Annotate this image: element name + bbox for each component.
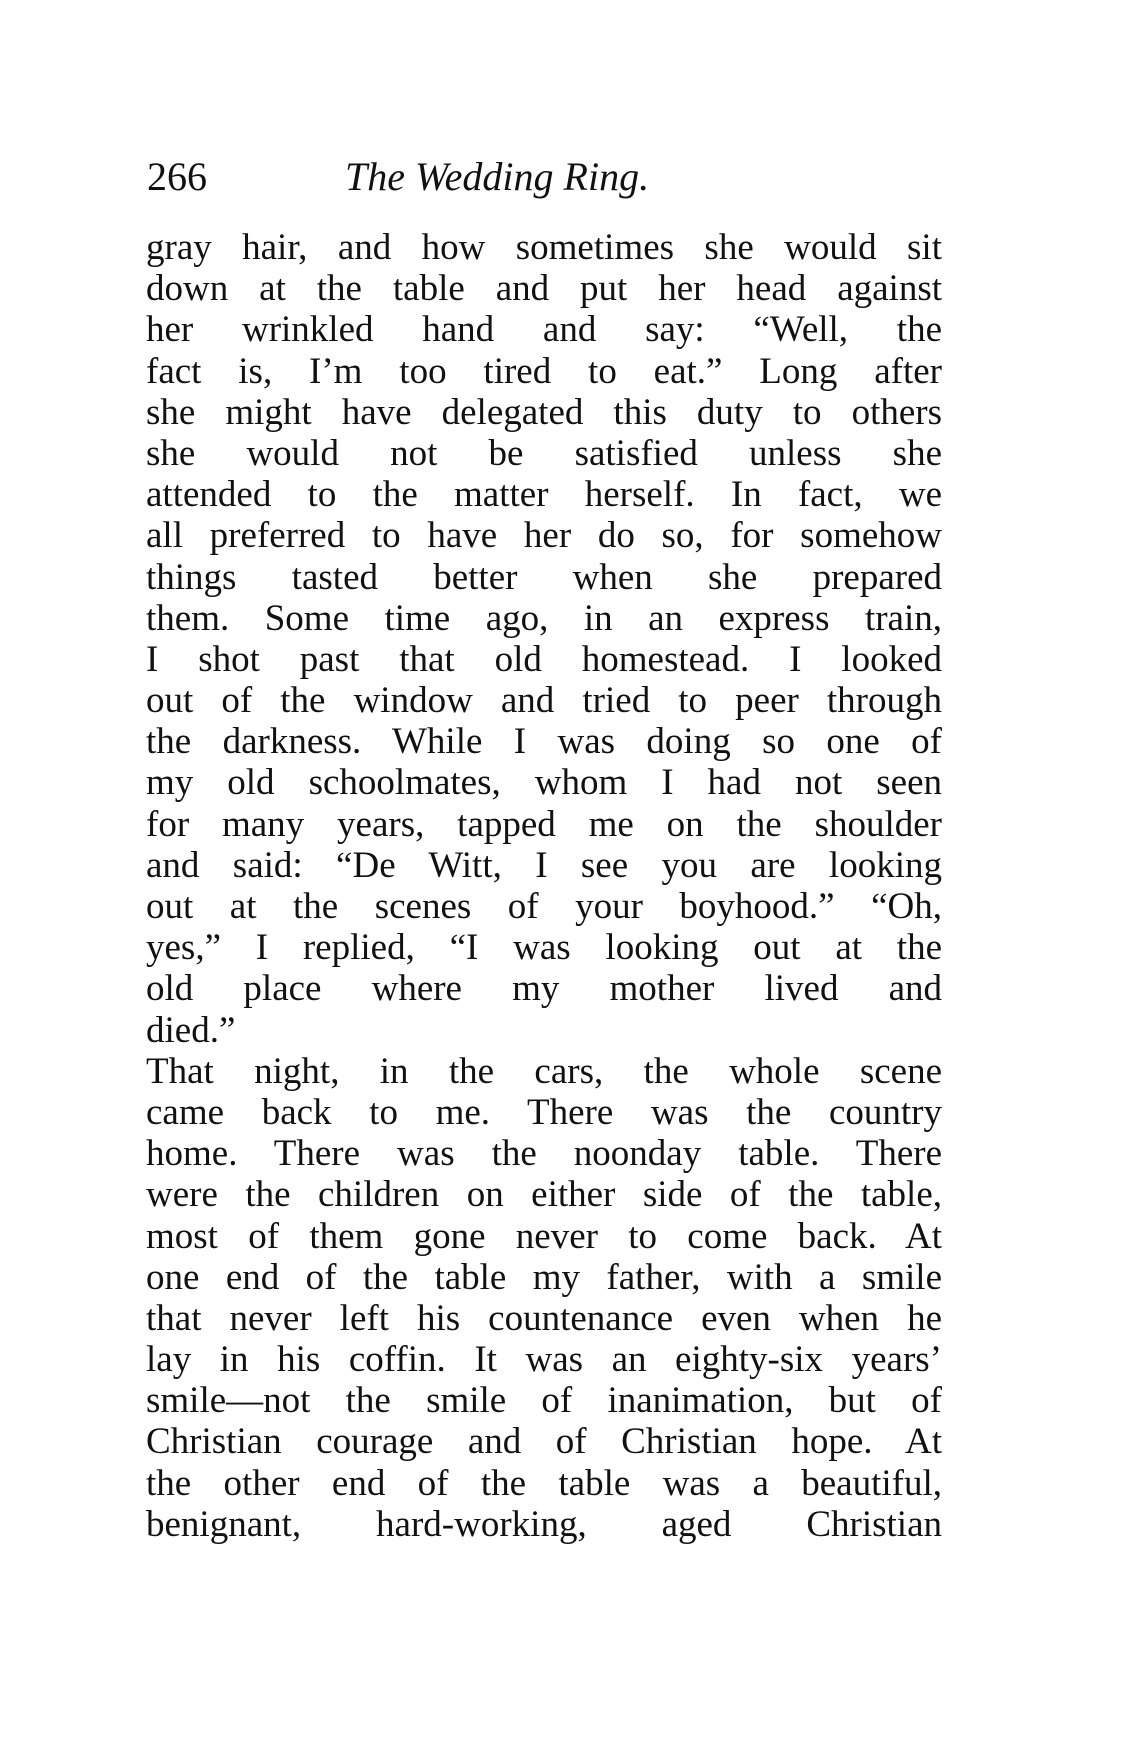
text-line: all preferred to have her do so, for somehow xyxy=(146,515,942,557)
text-line: out of the window and tried to peer through xyxy=(146,680,942,722)
text-line: her wrinkled hand and say: “Well, the xyxy=(146,309,942,351)
text-line: Christian courage and of Christian hope. At xyxy=(146,1421,942,1463)
text-line: them. Some time ago, in an express train, xyxy=(146,597,942,639)
text-line: That night, in the cars, the whole scene xyxy=(146,1050,942,1092)
body-text xyxy=(146,227,942,1545)
text-line: home. There was the noonday table. There xyxy=(146,1133,942,1175)
text-line: fact is, I’m too tired to eat.” Long after xyxy=(146,350,942,392)
text-line: out at the scenes of your boyhood.” “Oh, xyxy=(146,886,942,927)
text-line: I shot past that old homestead. I looked xyxy=(146,638,942,680)
text-line: that never left his countenance even when he xyxy=(146,1297,942,1339)
text-line: for many years, tapped me on the shoulder xyxy=(146,803,942,845)
running-title: The Wedding Ring. xyxy=(345,154,650,199)
text-line: died.” xyxy=(146,1009,236,1051)
page-number: 266 xyxy=(147,154,207,199)
text-line: smile—not the smile of inanimation, but of xyxy=(146,1380,942,1422)
text-line: gray hair, and how sometimes she would sit xyxy=(146,227,942,268)
text-line: my old schoolmates, whom I had not seen xyxy=(146,762,942,804)
text-line: one end of the table my father, with a smile xyxy=(146,1256,942,1298)
paragraph xyxy=(146,1051,942,1545)
text-line: she would not be satisfied unless she xyxy=(146,432,942,474)
page-header xyxy=(147,152,947,212)
text-line: came back to me. There was the country xyxy=(146,1091,942,1133)
text-line: old place where my mother lived and xyxy=(146,968,942,1010)
text-line: attended to the matter herself. In fact, we xyxy=(146,474,942,516)
text-line: things tasted better when she prepared xyxy=(146,556,942,598)
text-line: the other end of the table was a beautiful, xyxy=(146,1462,942,1504)
paragraph xyxy=(146,227,942,1051)
text-line: most of them gone never to come back. At xyxy=(146,1215,942,1257)
text-line: benignant, hard-working, aged Christian xyxy=(146,1503,942,1545)
text-line: and said: “De Witt, I see you are looking xyxy=(146,844,942,886)
text-line: down at the table and put her head against xyxy=(146,268,942,310)
text-line: were the children on either side of the table, xyxy=(146,1174,942,1216)
text-line: lay in his coffin. It was an eighty-six years’ xyxy=(146,1339,942,1381)
text-line: yes,” I replied, “I was looking out at the xyxy=(146,927,942,969)
text-line: she might have delegated this duty to others xyxy=(146,391,942,433)
text-line: the darkness. While I was doing so one of xyxy=(146,721,942,763)
